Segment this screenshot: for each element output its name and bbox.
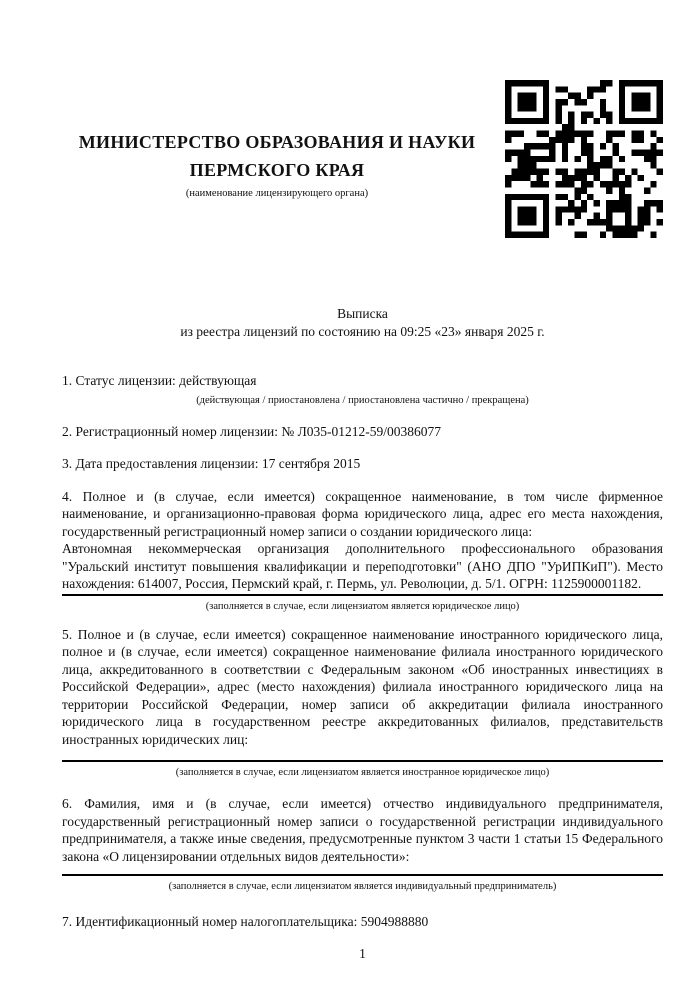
registration-number-text: 2. Регистрационный номер лицензии: № Л035-01212-59/00386077: [62, 423, 442, 439]
entrepreneur-item: [62, 795, 663, 893]
items-list: [62, 372, 663, 931]
document-body: [0, 305, 700, 962]
ministry-name-line2: ПЕРМСКОГО КРАЯ: [189, 160, 365, 180]
foreign-entity-underline: [62, 760, 663, 762]
license-status-item: [62, 372, 663, 407]
ministry-caption: (наименование лицензирующего органа): [185, 188, 369, 199]
document-subtitle: из реестра лицензий по состоянию на 09:25 «23» января 2025 г.: [180, 323, 545, 339]
ministry-name-line1: МИНИСТЕРСТВО ОБРАЗОВАНИЯ И НАУКИ: [78, 132, 476, 152]
foreign-entity-item: [62, 626, 663, 780]
registration-number-item: [62, 423, 663, 441]
license-date-item: [62, 455, 663, 473]
foreign-entity-caption: (заполняется в случае, если лицензиатом является иностранное юридическое лицо): [175, 767, 550, 778]
legal-entity-item: [62, 488, 663, 613]
license-date-text: 3. Дата предоставления лицензии: 17 сентября 2015: [62, 456, 361, 471]
document-title: Выписка: [337, 306, 388, 321]
legal-entity-question: 4. Полное и (в случае, если имеется) сокращенное наименование, в том числе фирменное наименование, и организационно-правовая форма юридического лица, адрес его места нахождения, государственный регистрационный номер записи о создании юридического лица:: [62, 488, 663, 539]
document-title-block: [62, 305, 663, 340]
licensing-authority-block: [62, 128, 492, 200]
license-status-options-caption: (действующая / приостановлена / приостановлена частично / прекращена): [196, 394, 529, 406]
document-header: [0, 0, 700, 245]
entrepreneur-caption: (заполняется в случае, если лицензиатом является индивидуальный предприниматель): [168, 881, 557, 892]
entrepreneur-underline: [62, 874, 663, 876]
inn-text: 7. Идентификационный номер налогоплательщика: 5904988880: [62, 914, 429, 929]
foreign-entity-question: 5. Полное и (в случае, если имеется) сокращенное наименование иностранного юридического лица, полное и (в случае, если имеется) сокращенное наименование филиала иностранного юридического лица, аккредитованного в соответствии с Федеральным законом «Об иностранных инвестициях в Российской Федерации», адрес (место нахождения) филиала иностранного юридического лица на территории Российской Федерации, номер записи об аккредитации филиала иностранного юридического лица в государственном реестре аккредитованных филиалов, представительств иностранных юридических лиц:: [62, 626, 663, 747]
qr-code-icon: [505, 80, 663, 238]
legal-entity-underline: [62, 594, 663, 596]
entrepreneur-question: 6. Фамилия, имя и (в случае, если имеется) отчество индивидуального предпринимателя, государственный регистрационный номер записи о государственной регистрации индивидуального предпринимателя, а также иные сведения, предусмотренные пунктом 3 части 1 статьи 15 Федерального закона «О лицензировании отдельных видов деятельности»:: [62, 796, 663, 864]
license-status-text: 1. Статус лицензии: действующая: [62, 373, 257, 388]
legal-entity-caption: (заполняется в случае, если лицензиатом является юридическое лицо): [205, 600, 520, 612]
legal-entity-value: Автономная некоммерческая организация дополнительного профессионального образования "Уральский институт повышения квалификации и переподготовки" (АНО ДПО "УрИПКиП"). Место нахождения: 614007, Россия, Пермский край, г. Пермь, ул. Революции, д. 5/1. ОГРН: 1125900001182.: [62, 541, 663, 591]
inn-item: [62, 913, 663, 931]
page-number: 1: [359, 945, 366, 961]
